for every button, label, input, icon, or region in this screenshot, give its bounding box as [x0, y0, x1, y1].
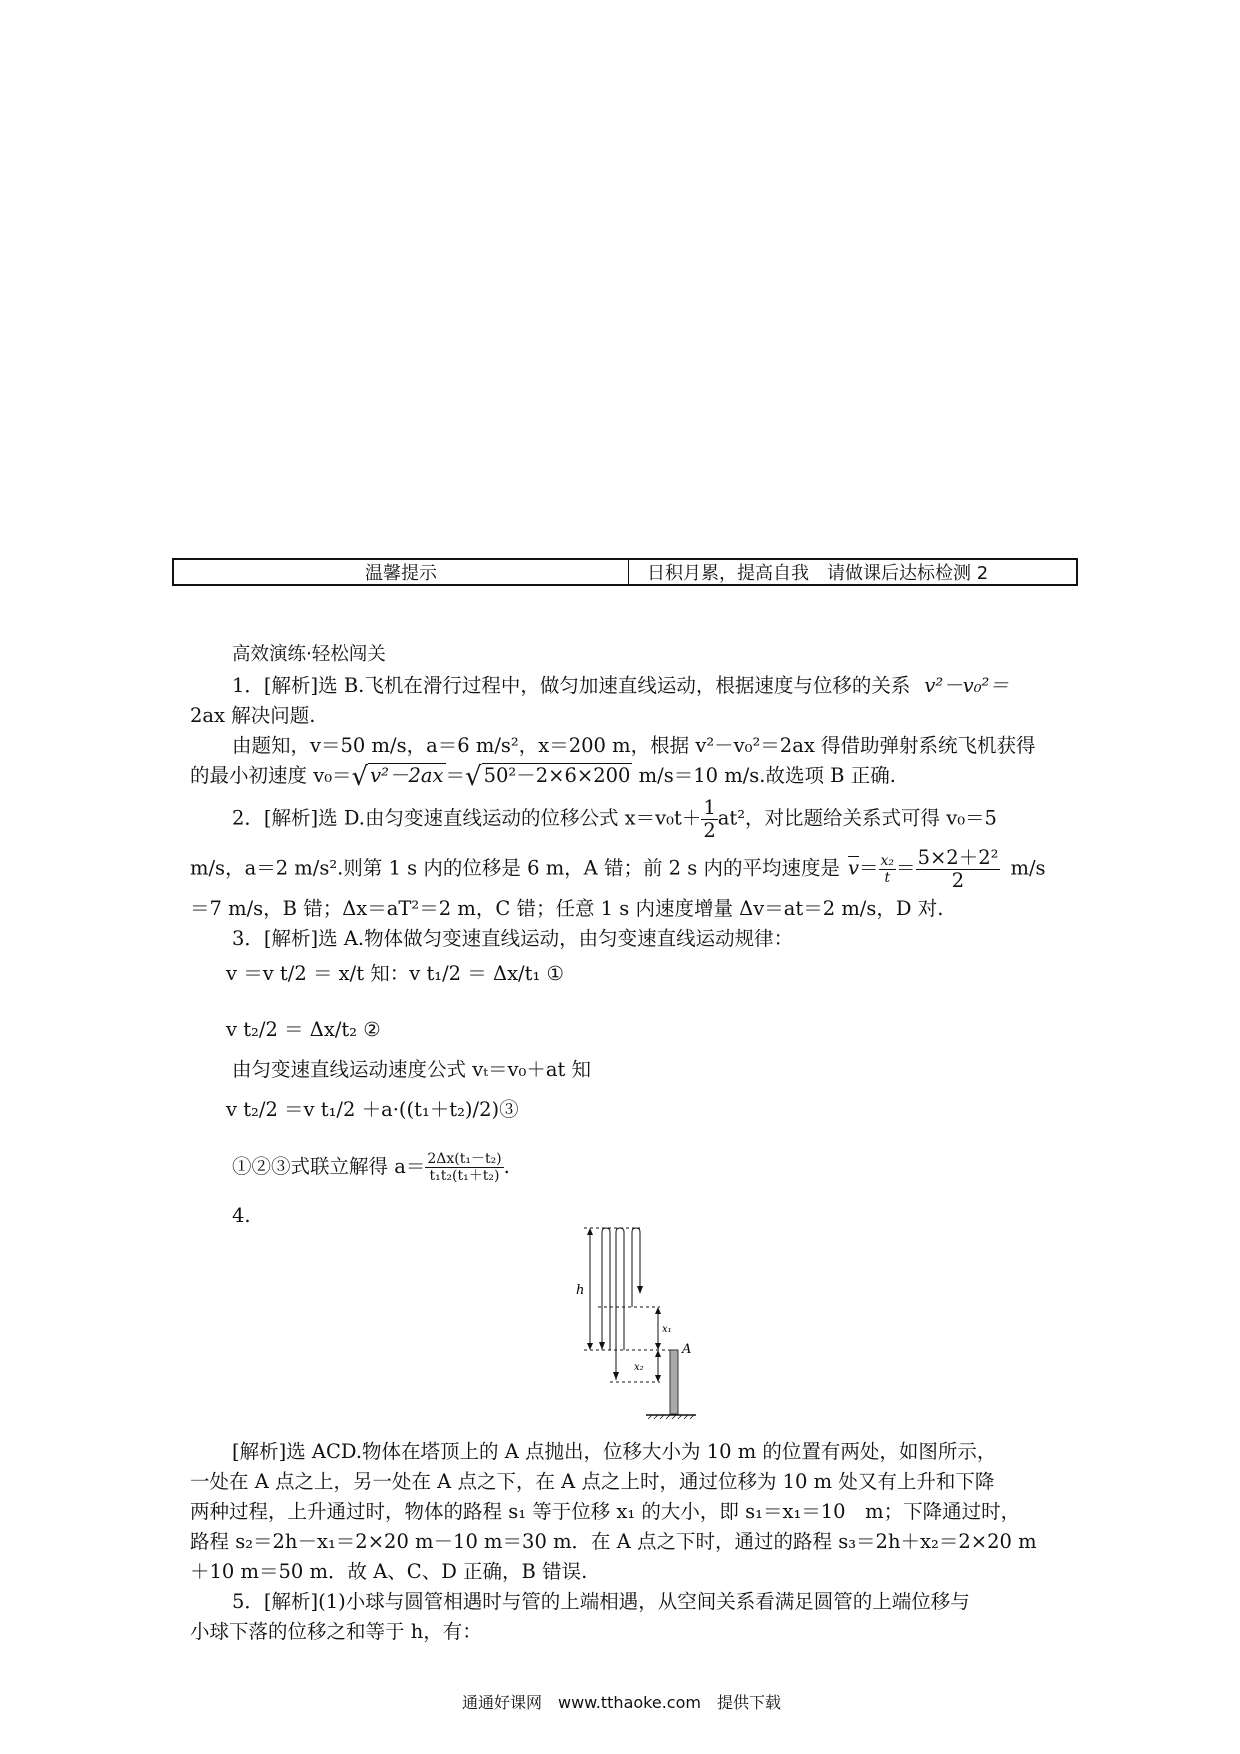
q1-sqrt2: 50²－2×6×200: [483, 764, 631, 787]
q3-answer-fraction: $\frac{\text{2Δx(t₁－t₂)}}{\text{t₁t₂(t₁＋t₂)}}$: [427, 1151, 502, 1184]
q2-line3: ＝7 m/s，B 错；Δx＝aT²＝2 m，C 错；任意 1 s 内速度增量 Δv＝at＝2 m/s，D 对.: [190, 897, 944, 920]
q3-eq3: v t₂/2 ＝v t₁/2 ＋a·((t₁＋t₂)/2)③: [226, 1098, 519, 1121]
q4-para-line3: 两种过程，上升通过时，物体的路程 s₁ 等于位移 x₁ 的大小，即 s₁＝x₁＝10 m；下降通过时，: [190, 1500, 1021, 1523]
q1-line1-eq: v²－v₀²＝: [924, 674, 1009, 697]
q5-line2: 小球下落的位移之和等于 h，有：: [190, 1620, 482, 1643]
label-x1: x₁: [662, 1324, 672, 1335]
q2-eq-sign: ＝: [896, 856, 916, 880]
tip-box: [172, 558, 1078, 586]
trajectory-up-down: [632, 1228, 640, 1307]
q5-line1: 5．[解析](1)小球与圆管相遇时与管的上端相遇，从空间关系看满足圆管的上端位移与: [232, 1590, 970, 1613]
q2-line2-post: m/s: [1010, 856, 1046, 880]
q1-line4-mid: ＝: [445, 764, 466, 787]
q2-line1-pre: 2．[解析]选 D.由匀变速直线运动的位移公式 x＝v₀t＋: [232, 806, 702, 830]
q2-half-fraction: $\frac{1}{2}$: [703, 796, 716, 842]
q1-line1: [232, 674, 1009, 698]
q1-line1-text: 1．[解析]选 B.飞机在滑行过程中，做匀加速直线运动，根据速度与位移的关系: [232, 674, 911, 697]
q1-line4-post: m/s＝10 m/s.故选项 B 正确.: [632, 764, 896, 787]
q2-line2-pre: m/s，a＝2 m/s².则第 1 s 内的位移是 6 m，A 错；前 2 s 内的平均速度是: [190, 856, 840, 880]
section-title: 高效演练·轻松闯关: [232, 644, 386, 665]
q3-eq1: v ＝v t/2 ＝ x/t 知：v t₁/2 ＝ Δx/t₁ ①: [226, 962, 564, 985]
q1-sqrt1: v²－2ax: [370, 764, 444, 787]
q3-line4: 由匀变速直线运动速度公式 vₜ＝v₀＋at 知: [232, 1058, 592, 1081]
q2-eq-sign: ＝: [859, 856, 879, 880]
q2-frac-x2-t: $\frac{\text{x₂}}{t}$: [880, 852, 895, 886]
tower: [670, 1350, 678, 1414]
q1-line3: 由题知，v＝50 m/s，a＝6 m/s²，x＝200 m，根据 v²－v₀²＝2ax 得借助弹射系统飞机获得: [232, 734, 1036, 757]
tower-displacement-diagram: [570, 1220, 720, 1420]
q2-line1: [232, 798, 997, 840]
label-h: h: [576, 1283, 585, 1298]
q4-para-line1: [解析]选 ACD.物体在塔顶上的 A 点抛出，位移大小为 10 m 的位置有两处，如图所示，: [232, 1440, 997, 1463]
trajectory-below: [616, 1228, 624, 1380]
label-x2: x₂: [634, 1362, 644, 1373]
q3-line6-post: .: [503, 1155, 510, 1178]
q4-number: 4.: [232, 1204, 251, 1227]
tip-label: 温馨提示: [174, 560, 629, 584]
q1-line4: [190, 762, 896, 792]
sqrt-sign: √: [465, 762, 482, 792]
sqrt-sign: √: [351, 762, 369, 792]
q2-vbar: $\overline{v}$: [847, 856, 860, 880]
q3-eq2: v t₂/2 ＝ Δx/t₂ ②: [226, 1018, 381, 1041]
label-A: A: [682, 1342, 692, 1357]
q2-frac-value: $\frac{\text{5×2＋2²}}{2}$: [917, 846, 999, 892]
q3-line6: [232, 1152, 510, 1183]
tip-text: 日积月累，提高自我 请做课后达标检测 2: [647, 563, 989, 584]
q3-line1: 3．[解析]选 A.物体做匀变速直线运动，由匀变速直线运动规律：: [232, 927, 794, 950]
q4-para-line2: 一处在 A 点之上，另一处在 A 点之下，在 A 点之上时，通过位移为 10 m 处又有上升和下降: [190, 1470, 995, 1493]
footer-credit: 通通好课网 www.tthaoke.com 提供下载: [462, 1693, 781, 1712]
q4-para-line5: ＋10 m＝50 m．故 A、C、D 正确，B 错误.: [190, 1560, 588, 1583]
q2-line2: [190, 848, 1046, 890]
trajectory-return: [602, 1228, 610, 1350]
q2-line1-post: at²，对比题给关系式可得 v₀＝5: [717, 806, 997, 830]
q1-line4-pre: 的最小初速度 v₀＝: [190, 764, 352, 787]
q1-line2: 2ax 解决问题.: [190, 704, 316, 727]
q4-para-line4: 路程 s₂＝2h－x₁＝2×20 m－10 m＝30 m．在 A 点之下时，通过的路程 s₃＝2h＋x₂＝2×20 m: [190, 1530, 1037, 1553]
q3-line6-pre: ①②③式联立解得 a＝: [232, 1155, 426, 1178]
